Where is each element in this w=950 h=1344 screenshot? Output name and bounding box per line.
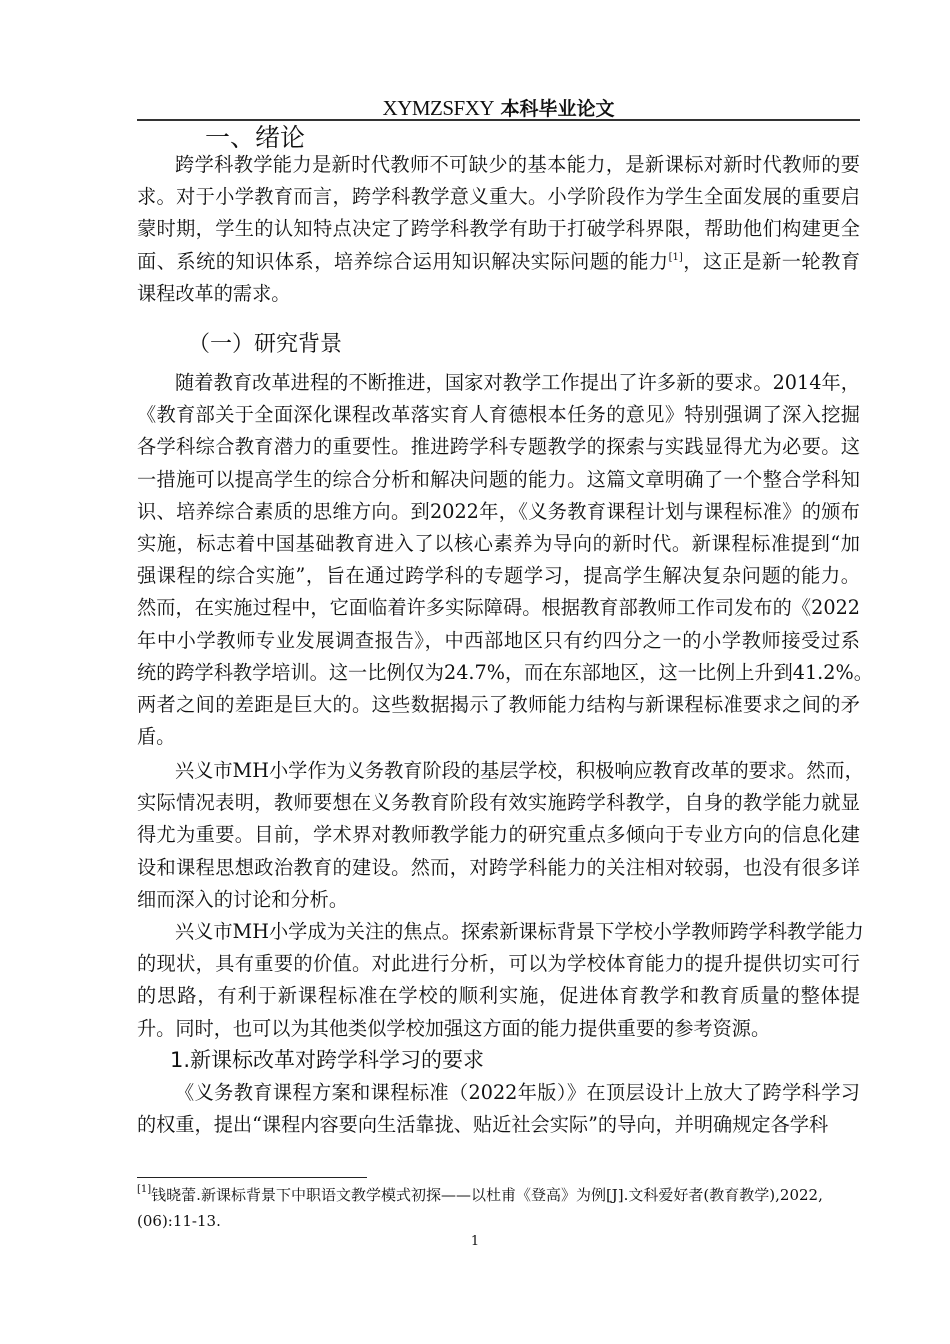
text-line (137, 657, 873, 689)
text-line (137, 884, 860, 916)
line-text: 得尤为重要。目前，学术界对教师教学能力的研究重点多倾向于专业方向的信息化建 (137, 823, 860, 847)
text-line (137, 592, 860, 624)
line-text: 求。对于小学教育而言，跨学科教学意义重大。小学阶段作为学生全面发展的重要启 (137, 185, 860, 209)
paragraph-2 (137, 367, 873, 753)
page-header (137, 94, 860, 121)
line-text: 升。同时，也可以为其他类似学校加强这方面的能力提供重要的参考资源。 (137, 1016, 771, 1040)
footnote-mark: [1] (137, 1184, 152, 1195)
text-line (137, 625, 860, 657)
line-text: 盾。 (137, 725, 176, 749)
text-line (137, 181, 860, 213)
paragraph-5 (137, 1077, 860, 1141)
section-heading: （一）研究背景 (188, 332, 343, 357)
page-number: 1 (470, 1234, 480, 1249)
text-line (137, 528, 860, 560)
text-line (137, 464, 860, 496)
text-line (137, 1077, 860, 1109)
line-text: ，这正是新一轮教育 (682, 249, 861, 273)
text-line (137, 852, 860, 884)
text-line (137, 689, 860, 721)
text-line (137, 213, 860, 245)
header-latin: XYMZSFXY (382, 96, 495, 120)
footnote-text: 钱晓蕾.新课标背景下中职语文教学模式初探——以杜甫《登高》为例[J].文科爱好者(教育教学),2022,(06):11-13. (137, 1186, 823, 1230)
line-text: 《教育部关于全面深化课程改革落实育人育德根本任务的意见》特别强调了深入挖掘 (137, 403, 860, 427)
text-line (137, 367, 860, 399)
paragraph-4 (137, 916, 864, 1045)
text-line (137, 496, 860, 528)
text-line (137, 755, 864, 787)
text-line (137, 819, 860, 851)
text-line (137, 399, 860, 431)
chapter-heading: 一、绪论 (205, 123, 306, 152)
line-text: 兴义市MH小学成为关注的焦点。探索新课标背景下学校小学教师跨学科教学能力 (175, 920, 864, 943)
line-text: 《义务教育课程方案和课程标准（2022年版）》在顶层设计上放大了跨学科学习 (175, 1081, 860, 1104)
line-text: 一措施可以提高学生的综合分析和解决问题的能力。这篇文章明确了一个整合学科知 (137, 467, 860, 491)
text-line (137, 948, 860, 980)
line-text: 统的跨学科教学培训。这一比例仅为24.7%，而在东部地区，这一比例上升到41.2%。 (137, 660, 873, 684)
subsection-heading: 1.新课标改革对跨学科学习的要求 (170, 1048, 485, 1072)
line-text: 两者之间的差距是巨大的。这些数据揭示了教师能力结构与新课程标准要求之间的矛 (137, 692, 860, 716)
line-text: 的思路，有利于新课程标准在学校的顺利实施，促进体育教学和教育质量的整体提 (137, 984, 860, 1008)
line-text: 随着教育改革进程的不断推进，国家对教学工作提出了许多新的要求。2014年， (175, 371, 860, 394)
paragraph-1 (137, 149, 860, 310)
line-text: 识、培养综合素质的思维方向。到2022年，《义务教育课程计划与课程标准》的颁布 (137, 499, 860, 523)
line-text: 跨学科教学能力是新时代教师不可缺少的基本能力，是新课标对新时代教师的要 (175, 153, 860, 176)
header-title: 本科毕业论文 (500, 98, 615, 120)
line-text: 各学科综合教育潜力的重要性。推进跨学科专题教学的探索与实践显得尤为必要。这 (137, 435, 860, 459)
line-text: 的权重，提出“课程内容要向生活靠拢、贴近社会实际”的导向，并明确规定各学科 (137, 1113, 829, 1137)
line-text: 实际情况表明，教师要想在义务教育阶段有效实施跨学科教学，自身的教学能力就显 (137, 791, 860, 815)
text-line (137, 980, 860, 1012)
text-line (137, 149, 860, 181)
line-text: 然而，在实施过程中，它面临着许多实际障碍。根据教育部教师工作司发布的《2022 (137, 596, 860, 620)
line-text: 课程改革的需求。 (137, 281, 291, 305)
footnote (137, 1182, 860, 1234)
text-line (137, 278, 860, 310)
footnote-rule (137, 1177, 367, 1178)
line-text: 面、系统的知识体系，培养综合运用知识解决实际问题的能力 (137, 249, 669, 273)
text-line (137, 787, 860, 819)
line-text: 强课程的综合实施”，旨在通过跨学科的专题学习，提高学生解决复杂问题的能力。 (137, 564, 860, 588)
line-text: 蒙时期，学生的认知特点决定了跨学科教学有助于打破学科界限，帮助他们构建更全 (137, 217, 860, 241)
line-text: 实施，标志着中国基础教育进入了以核心素养为导向的新时代。新课程标准提到“加 (137, 531, 860, 555)
line-text: 设和课程思想政治教育的建设。然而，对跨学科能力的关注相对较弱，也没有很多详 (137, 855, 860, 879)
line-text: 兴义市MH小学作为义务教育阶段的基层学校，积极响应教育改革的要求。然而， (175, 759, 864, 782)
text-line (137, 560, 860, 592)
text-line (137, 246, 860, 278)
text-line (137, 1109, 860, 1141)
text-line (137, 916, 864, 948)
text-line (137, 721, 860, 753)
text-line (137, 1013, 860, 1045)
text-line (137, 431, 860, 463)
line-text: 细而深入的讨论和分析。 (137, 887, 349, 911)
paragraph-3 (137, 755, 864, 916)
citation-mark: [1] (668, 251, 683, 263)
line-text: 年中小学教师专业发展调查报告》，中西部地区只有约四分之一的小学教师接受过系 (137, 628, 860, 652)
line-text: 的现状，具有重要的价值。对此进行分析，可以为学校体育能力的提升提供切实可行 (137, 952, 860, 976)
